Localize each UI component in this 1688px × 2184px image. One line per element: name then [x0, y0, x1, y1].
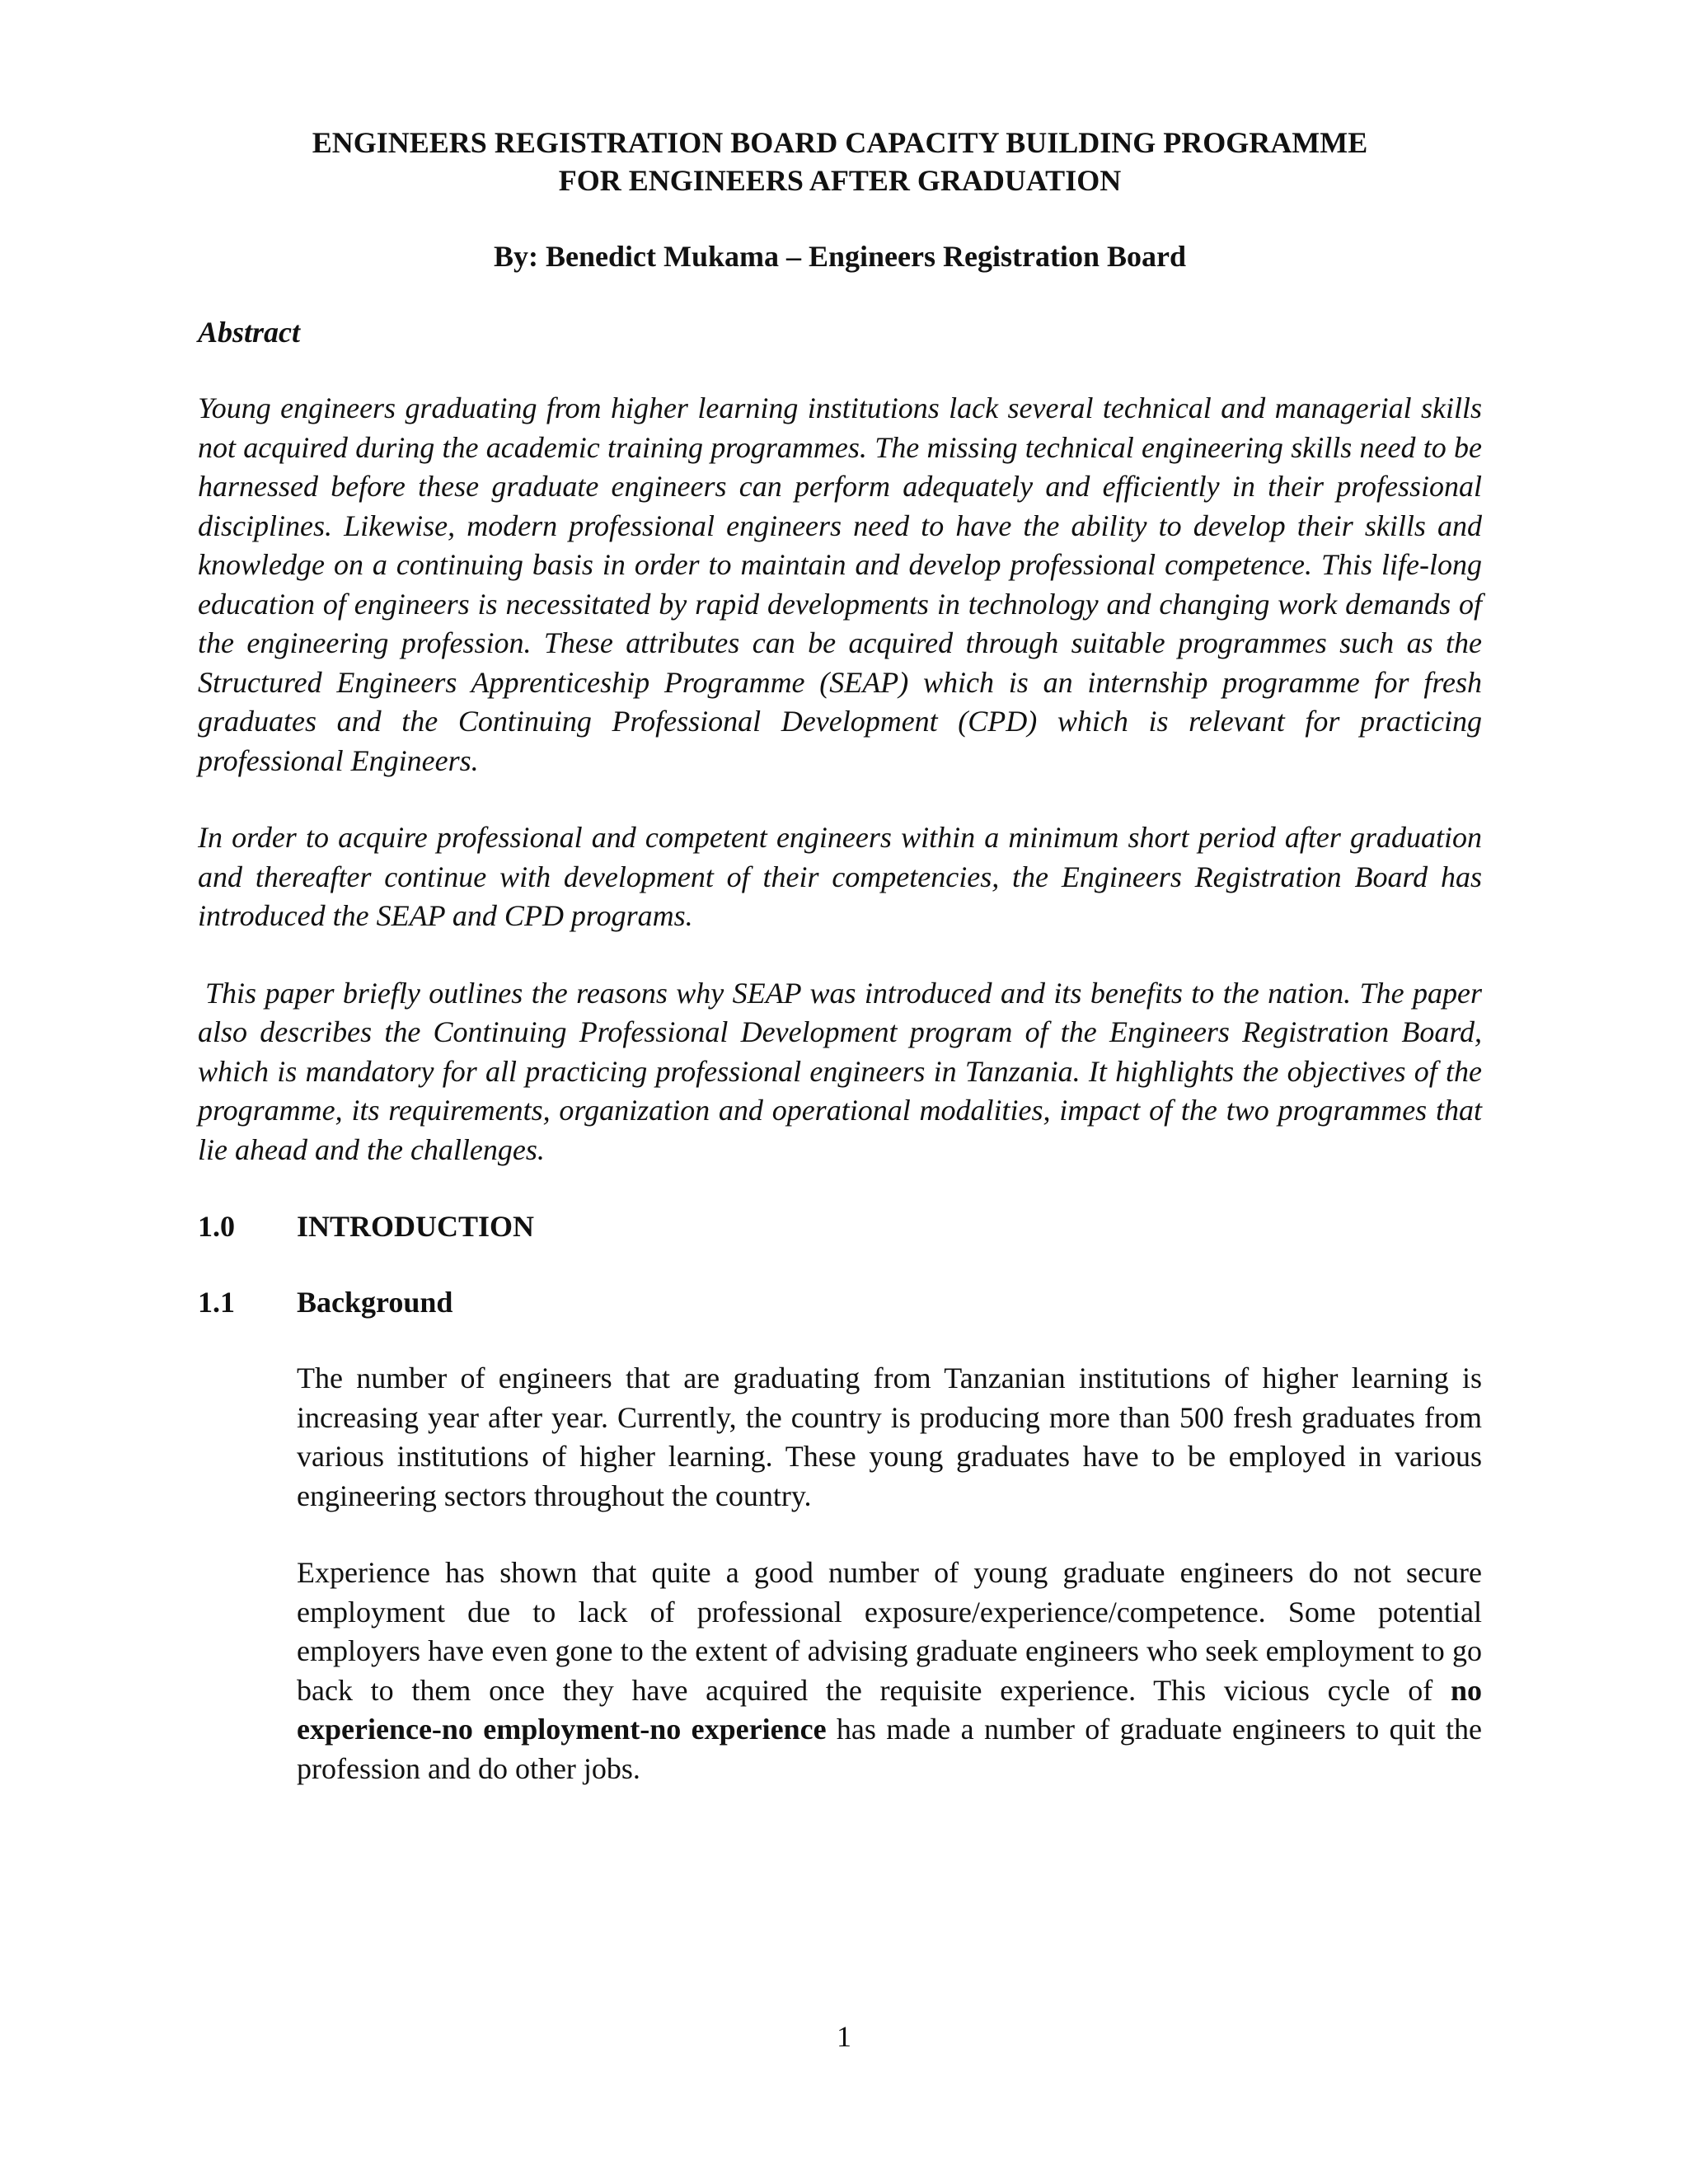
background-paragraph-1: The number of engineers that are graduating from Tanzanian institutions of higher learning is increasing year after year. Currently, the country is producing more than 500 fresh graduates from various institutions of higher learning. These young graduates have to be employed in various engineering sectors throughout the country. — [297, 1361, 1482, 1512]
abstract-paragraph-1: Young engineers graduating from higher learning institutions lack several technical and managerial skills not acquired during the academic training programmes. The missing technical engineering skills need to be harnessed before these graduate engineers can perform adequately and efficiently in their professional disciplines. Likewise, modern professional engineers need to have the ability to develop their skills and knowledge on a continuing basis in order to maintain and develop professional competence. This life-long education of engineers is necessitated by rapid developments in technology and changing work demands of the engineering profession. These attributes can be acquired through suitable programmes such as the Structured Engineers Apprenticeship Programme (SEAP) which is an internship programme for fresh graduates and the Continuing Professional Development (CPD) which is relevant for practicing professional Engineers. — [198, 391, 1482, 777]
author-byline: By: Benedict Mukama – Engineers Registration Board — [494, 240, 1186, 273]
paragraph-text-after: has made a number of graduate engineers to quit the profession and do other jobs. — [297, 1713, 1482, 1785]
paragraph-text-before: Experience has shown that quite a good number of young graduate engineers do not secure employment due to lack of professional exposure/experience/competence. Some potential employers have even gone to the extent of advising graduate engineers who seek employment to go back to them once they have acquired the requisite experience. This vicious cycle of — [297, 1556, 1482, 1707]
subsection-number: 1.1 — [198, 1286, 235, 1319]
section-number: 1.0 — [198, 1210, 235, 1243]
abstract-heading: Abstract — [198, 316, 301, 349]
document-title — [198, 124, 1482, 199]
section-heading-introduction — [198, 1207, 1482, 1245]
document-page — [198, 124, 1482, 1788]
subsection-title: Background — [297, 1286, 453, 1319]
abstract-paragraph-3: This paper briefly outlines the reasons why SEAP was introduced and its benefits to the nation. The paper also describes the Continuing Professional Development program of the Engineers Registration Board, which is mandatory for all practicing professional engineers in Tanzania. It highlights the objectives of the programme, its requirements, organization and operational modalities, impact of the two programmes that lie ahead and the challenges. — [198, 976, 1482, 1166]
section-title: INTRODUCTION — [297, 1210, 535, 1243]
page-number: 1 — [837, 2020, 851, 2053]
section-heading-background — [198, 1283, 1482, 1321]
abstract-paragraph-2: In order to acquire professional and competent engineers within a minimum short period after graduation and thereafter continue with development of their competencies, the Engineers Registration Board has introduced the SEAP and CPD programs. — [198, 821, 1482, 932]
title-line-2: FOR ENGINEERS AFTER GRADUATION — [558, 164, 1122, 197]
title-line-1: ENGINEERS REGISTRATION BOARD CAPACITY BUILDING PROGRAMME — [312, 126, 1368, 159]
background-paragraph-2 — [297, 1554, 1482, 1788]
emphasis-text: no experience-no employment-no experience — [297, 1673, 1482, 1746]
